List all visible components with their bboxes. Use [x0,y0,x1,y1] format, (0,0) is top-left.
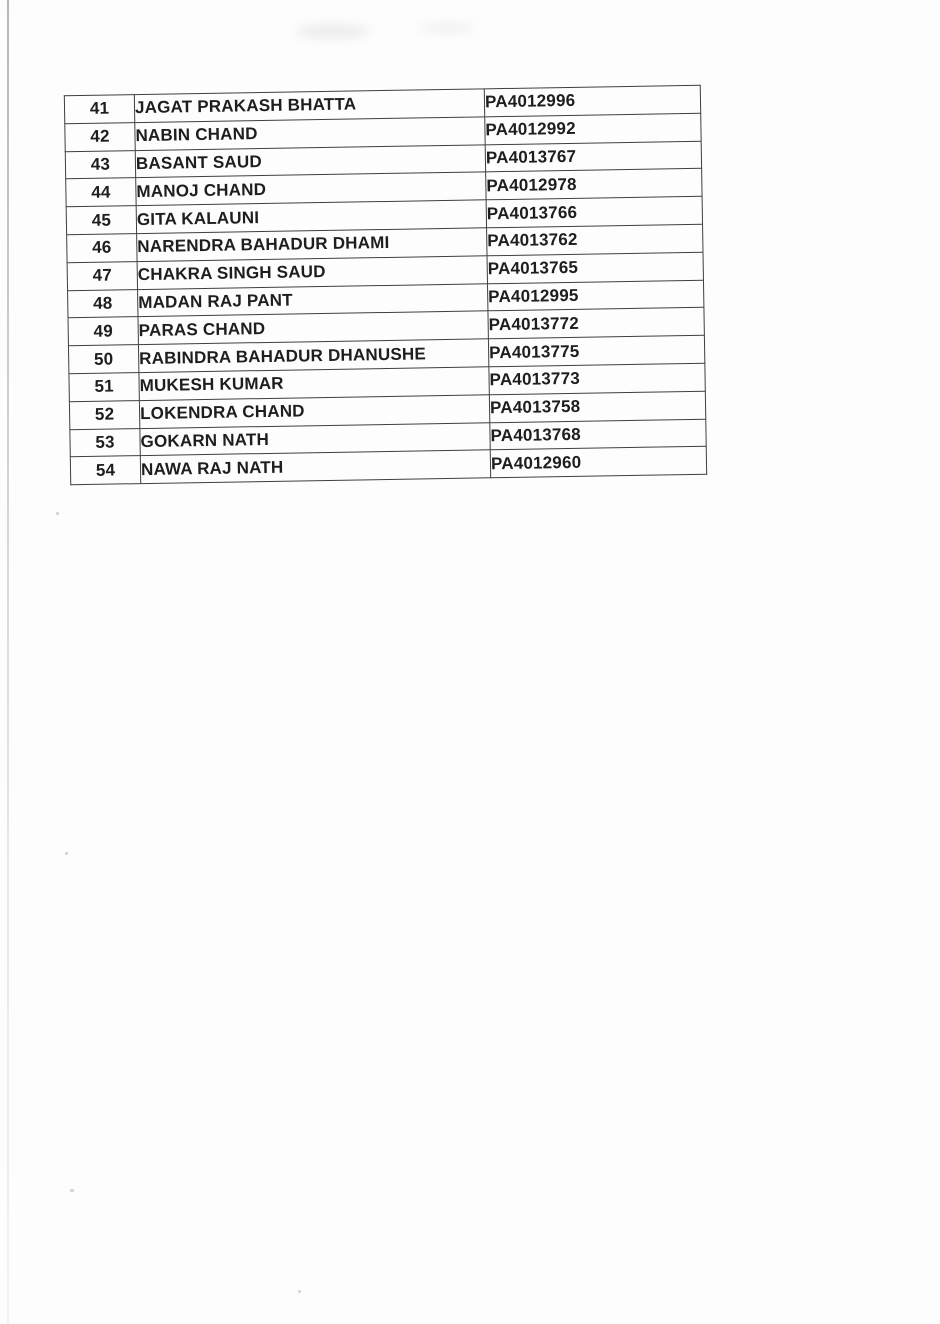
name-cell: BASANT SAUD [135,144,485,178]
scan-smudge [420,22,475,34]
serial-number-cell: 44 [66,178,136,207]
name-cell: PARAS CHAND [138,311,488,345]
name-cell: NARENDRA BAHADUR DHAMI [137,228,487,262]
name-cell: GOKARN NATH [140,422,490,456]
name-cell: NAWA RAJ NATH [140,450,490,484]
scan-smudge [295,24,370,39]
name-cell: GITA KALAUNI [136,200,486,234]
scan-speck [56,512,59,515]
id-code-cell: PA4012995 [487,280,703,311]
id-code-cell: PA4013768 [490,419,706,450]
id-code-cell: PA4012960 [490,447,706,478]
serial-number-cell: 43 [65,150,135,179]
serial-number-cell: 49 [68,317,138,346]
serial-number-cell: 54 [70,456,140,485]
id-code-cell: PA4013773 [489,363,705,394]
name-cell: JAGAT PRAKASH BHATTA [134,89,484,123]
serial-number-cell: 47 [67,261,137,290]
voter-roster-table [64,85,707,486]
serial-number-cell: 41 [64,95,134,124]
id-code-cell: PA4013767 [485,141,701,172]
serial-number-cell: 48 [68,289,138,318]
serial-number-cell: 50 [68,345,138,374]
name-cell: RABINDRA BAHADUR DHANUSHE [138,339,488,373]
name-cell: LOKENDRA CHAND [139,395,489,429]
name-cell: MUKESH KUMAR [139,367,489,401]
serial-number-cell: 46 [67,234,137,263]
id-code-cell: PA4013765 [487,252,703,283]
scan-edge-line [7,0,9,1324]
serial-number-cell: 52 [69,400,139,429]
scan-speck [70,1189,74,1192]
id-code-cell: PA4012992 [485,113,701,144]
scan-speck [65,852,68,855]
serial-number-cell: 53 [70,428,140,457]
id-code-cell: PA4013762 [487,224,703,255]
serial-number-cell: 42 [65,122,135,151]
roster-rows [64,85,706,485]
name-cell: MANOJ CHAND [136,172,486,206]
id-code-cell: PA4012996 [484,85,700,116]
scan-speck [298,1290,301,1293]
id-code-cell: PA4013766 [486,196,702,227]
id-code-cell: PA4012978 [486,169,702,200]
serial-number-cell: 45 [66,206,136,235]
name-cell: MADAN RAJ PANT [138,283,488,317]
id-code-cell: PA4013775 [488,335,704,366]
serial-number-cell: 51 [69,373,139,402]
name-cell: NABIN CHAND [135,117,485,151]
name-cell: CHAKRA SINGH SAUD [137,256,487,290]
id-code-cell: PA4013758 [489,391,705,422]
id-code-cell: PA4013772 [488,308,704,339]
